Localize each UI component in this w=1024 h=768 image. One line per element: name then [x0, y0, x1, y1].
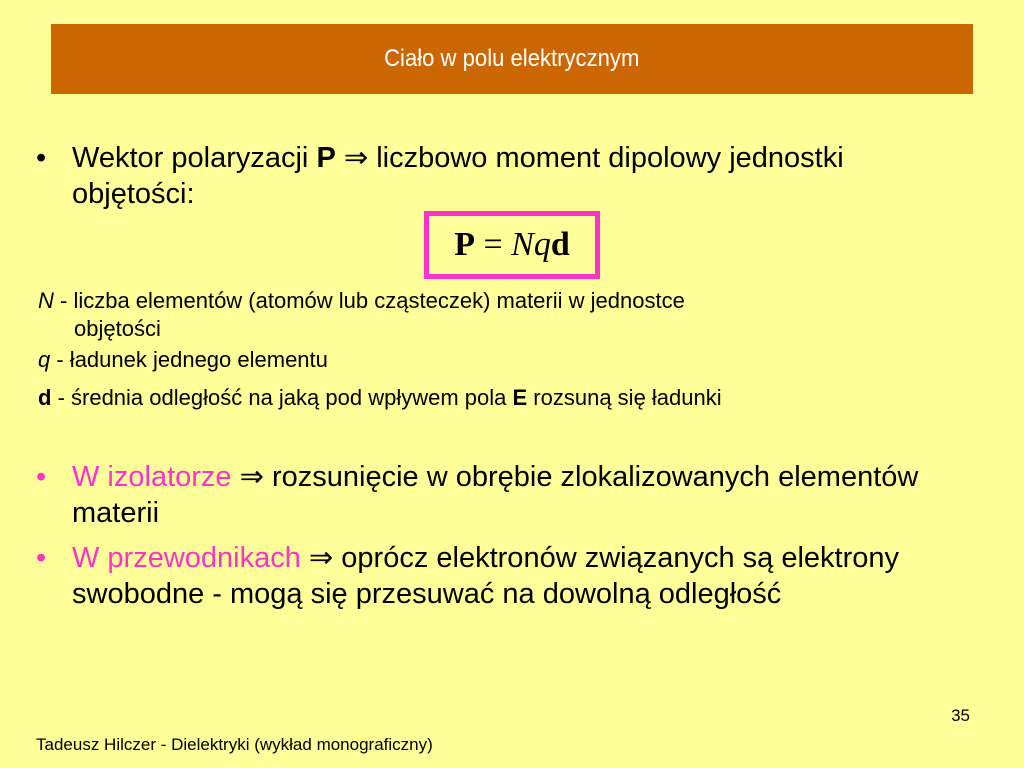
definition-n-line1: - liczba elementów (atomów lub cząsteczek) materii w jednostce	[53, 288, 685, 313]
definition-q-text: - ładunek jednego elementu	[50, 347, 328, 372]
formula-p: P	[454, 226, 475, 263]
implies-arrow: ⇒	[335, 142, 377, 174]
bullet-body-text: rozsunięcie w obrębie zlokalizowanych elementów materii	[72, 461, 919, 529]
bullet-marker: •	[36, 461, 47, 493]
bullet-body-text: oprócz elektronów związanych są elektrony swobodne - mogą się przesuwać na dowolną odległość	[72, 542, 900, 610]
symbol-n: N	[38, 288, 54, 313]
symbol-q: q	[38, 347, 51, 372]
bullet-text-after: liczbowo moment dipolowy jednostki objętości:	[72, 142, 844, 210]
bullet-text-before: Wektor polaryzacji	[72, 142, 317, 174]
definition-d	[38, 384, 938, 412]
page-number: 35	[951, 706, 970, 725]
bullet-text	[72, 140, 930, 212]
formula-box	[424, 211, 600, 279]
symbol-d: d	[38, 385, 52, 410]
bullet-marker: •	[36, 142, 47, 174]
bullet-marker: •	[36, 542, 47, 574]
footer-text: Tadeusz Hilczer - Dielektryki (wykład monograficzny)	[36, 735, 433, 754]
definition-d-text-before: - średnia odległość na jaką pod wpływem pola	[51, 385, 513, 410]
implies-arrow: ⇒	[231, 461, 272, 493]
formula-nq: Nq	[511, 226, 551, 263]
bullet-highlight: W izolatorze	[72, 461, 232, 493]
slide-title: Ciało w polu elektrycznym	[384, 45, 640, 72]
formula-d: d	[550, 226, 570, 263]
bullet-text	[72, 459, 930, 531]
bullet-bold-p: P	[316, 142, 336, 174]
definition-n-line2: objętości	[74, 316, 161, 341]
bullet-polarization	[30, 140, 930, 212]
bullet-highlight: W przewodnikach	[72, 542, 301, 574]
symbol-e: E	[512, 385, 528, 410]
bullet-conductor	[30, 540, 930, 612]
implies-arrow: ⇒	[300, 542, 342, 574]
definition-q	[38, 346, 938, 374]
formula-eq: =	[474, 226, 512, 263]
bullet-insulator	[30, 459, 930, 531]
definition-n	[38, 287, 938, 343]
bullet-text	[72, 540, 930, 612]
definition-d-text-after: rozsuną się ładunki	[527, 385, 722, 410]
title-bar	[51, 24, 973, 94]
